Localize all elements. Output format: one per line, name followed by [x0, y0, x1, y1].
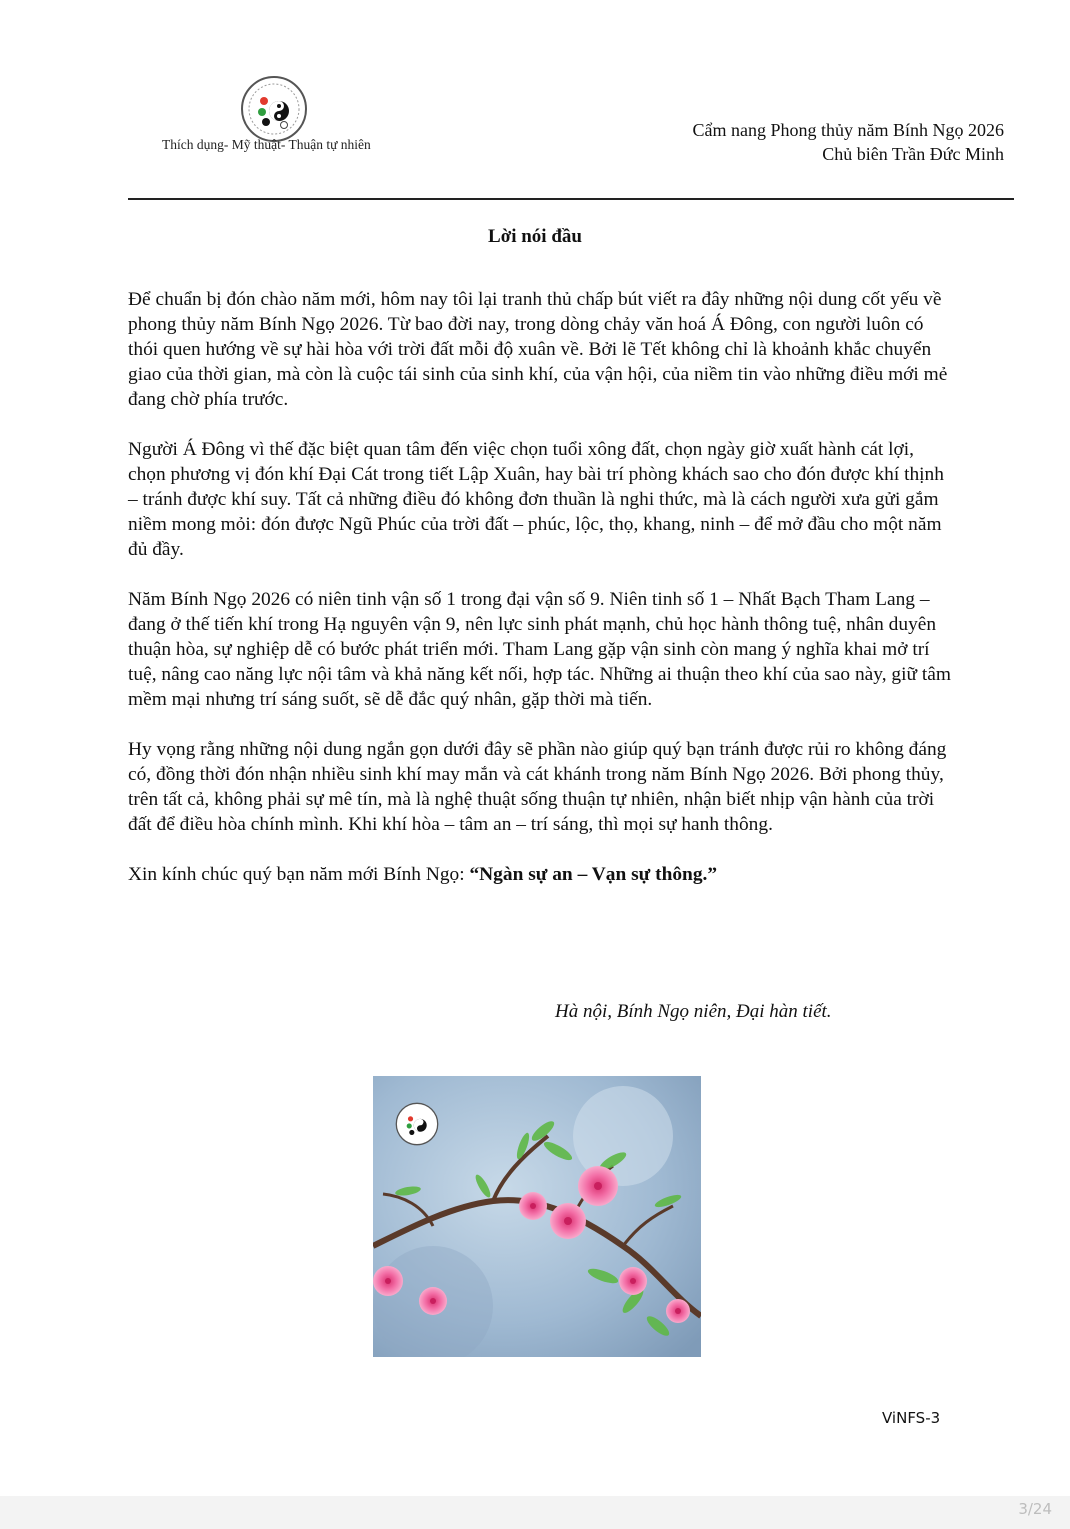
book-title: Cẩm nang Phong thủy năm Bính Ngọ 2026 — [692, 120, 1004, 140]
footer-code: ViNFS-3 — [882, 1409, 941, 1427]
paragraph: Hy vọng rằng những nội dung ngắn gọn dưới đây sẽ phần nào giúp quý bạn tránh được rủi ro không đáng có, đồng thời đón nhận nhiều sinh khí may mắn và cát khánh trong năm Bính Ngọ 2026. Bởi phong thủy, trên tất cả, không phải sự mê tín, mà là nghệ thuật sống thuận tự nhiên, nhận biết nhịp vận hành của trời đất để điều hòa chính mình. Khi khí hòa – tâm an – trí sáng, thì mọi sự hanh thông. — [128, 739, 947, 835]
closing-paragraph — [128, 862, 953, 887]
signature: Hà nội, Bính Ngọ niên, Đại hàn tiết. — [555, 1001, 832, 1022]
closing-quote: “Ngàn sự an – Vạn sự thông.” — [469, 864, 718, 885]
watermark-logo-icon — [395, 1102, 439, 1146]
editor-name: Chủ biên Trần Đức Minh — [822, 144, 1004, 164]
tagline: Thích dụng- Mỹ thuật- Thuận tự nhiên — [162, 137, 371, 152]
header-right — [693, 118, 1005, 166]
viewer-bottom-bar — [0, 1496, 1070, 1529]
page-indicator: 3/24 — [1018, 1500, 1052, 1518]
paragraph: Người Á Đông vì thế đặc biệt quan tâm đến việc chọn tuổi xông đất, chọn ngày giờ xuất hành cát lợi, chọn phương vị đón khí Đại Cát trong tiết Lập Xuân, hay bài trí phòng khách sao cho đón được khí thịnh – tránh được khí suy. Tất cả những điều đó không đơn thuần là nghi thức, mà là cách người xưa gửi gắm niềm mong mỏi: đón được Ngũ Phúc của trời đất – phúc, lộc, thọ, khang, ninh – để mở đầu cho một năm đủ đầy. — [128, 439, 944, 560]
header-divider — [128, 198, 1014, 200]
document-body — [128, 287, 953, 912]
page-title: Lời nói đầu — [488, 226, 582, 247]
paragraph: Năm Bính Ngọ 2026 có niên tinh vận số 1 trong đại vận số 9. Niên tinh số 1 – Nhất Bạch Tham Lang – đang ở thế tiến khí trong Hạ nguyên vận 9, nên lực sinh phát mạnh, chủ học hành thông tuệ, nhân duyên thuận hòa, sự nghiệp dễ có bước phát triển mới. Tham Lang gặp vận sinh còn mang ý nghĩa khai mở trí tuệ, nâng cao năng lực nội tâm và khả năng kết nối, hợp tác. Những ai thuận theo khí của sao này, giữ tâm mềm mại nhưng trí sáng suốt, sẽ dễ đắc quý nhân, gặp thời mà tiến. — [128, 589, 951, 710]
peach-blossom-image — [373, 1076, 701, 1357]
logo-icon — [240, 75, 308, 143]
paragraph: Để chuẩn bị đón chào năm mới, hôm nay tôi lại tranh thủ chấp bút viết ra đây những nội dung cốt yếu về phong thủy năm Bính Ngọ 2026. Từ bao đời nay, trong dòng chảy văn hoá Á Đông, con người luôn có thói quen hướng về sự hài hòa với trời đất mỗi độ xuân về. Bởi lẽ Tết không chỉ là khoảnh khắc chuyển giao của thời gian, mà còn là cuộc tái sinh của sinh khí, của vận hội, của niềm tin vào những điều mới mẻ đang chờ phía trước. — [128, 289, 948, 410]
closing-text: Xin kính chúc quý bạn năm mới Bính Ngọ: — [128, 864, 470, 885]
